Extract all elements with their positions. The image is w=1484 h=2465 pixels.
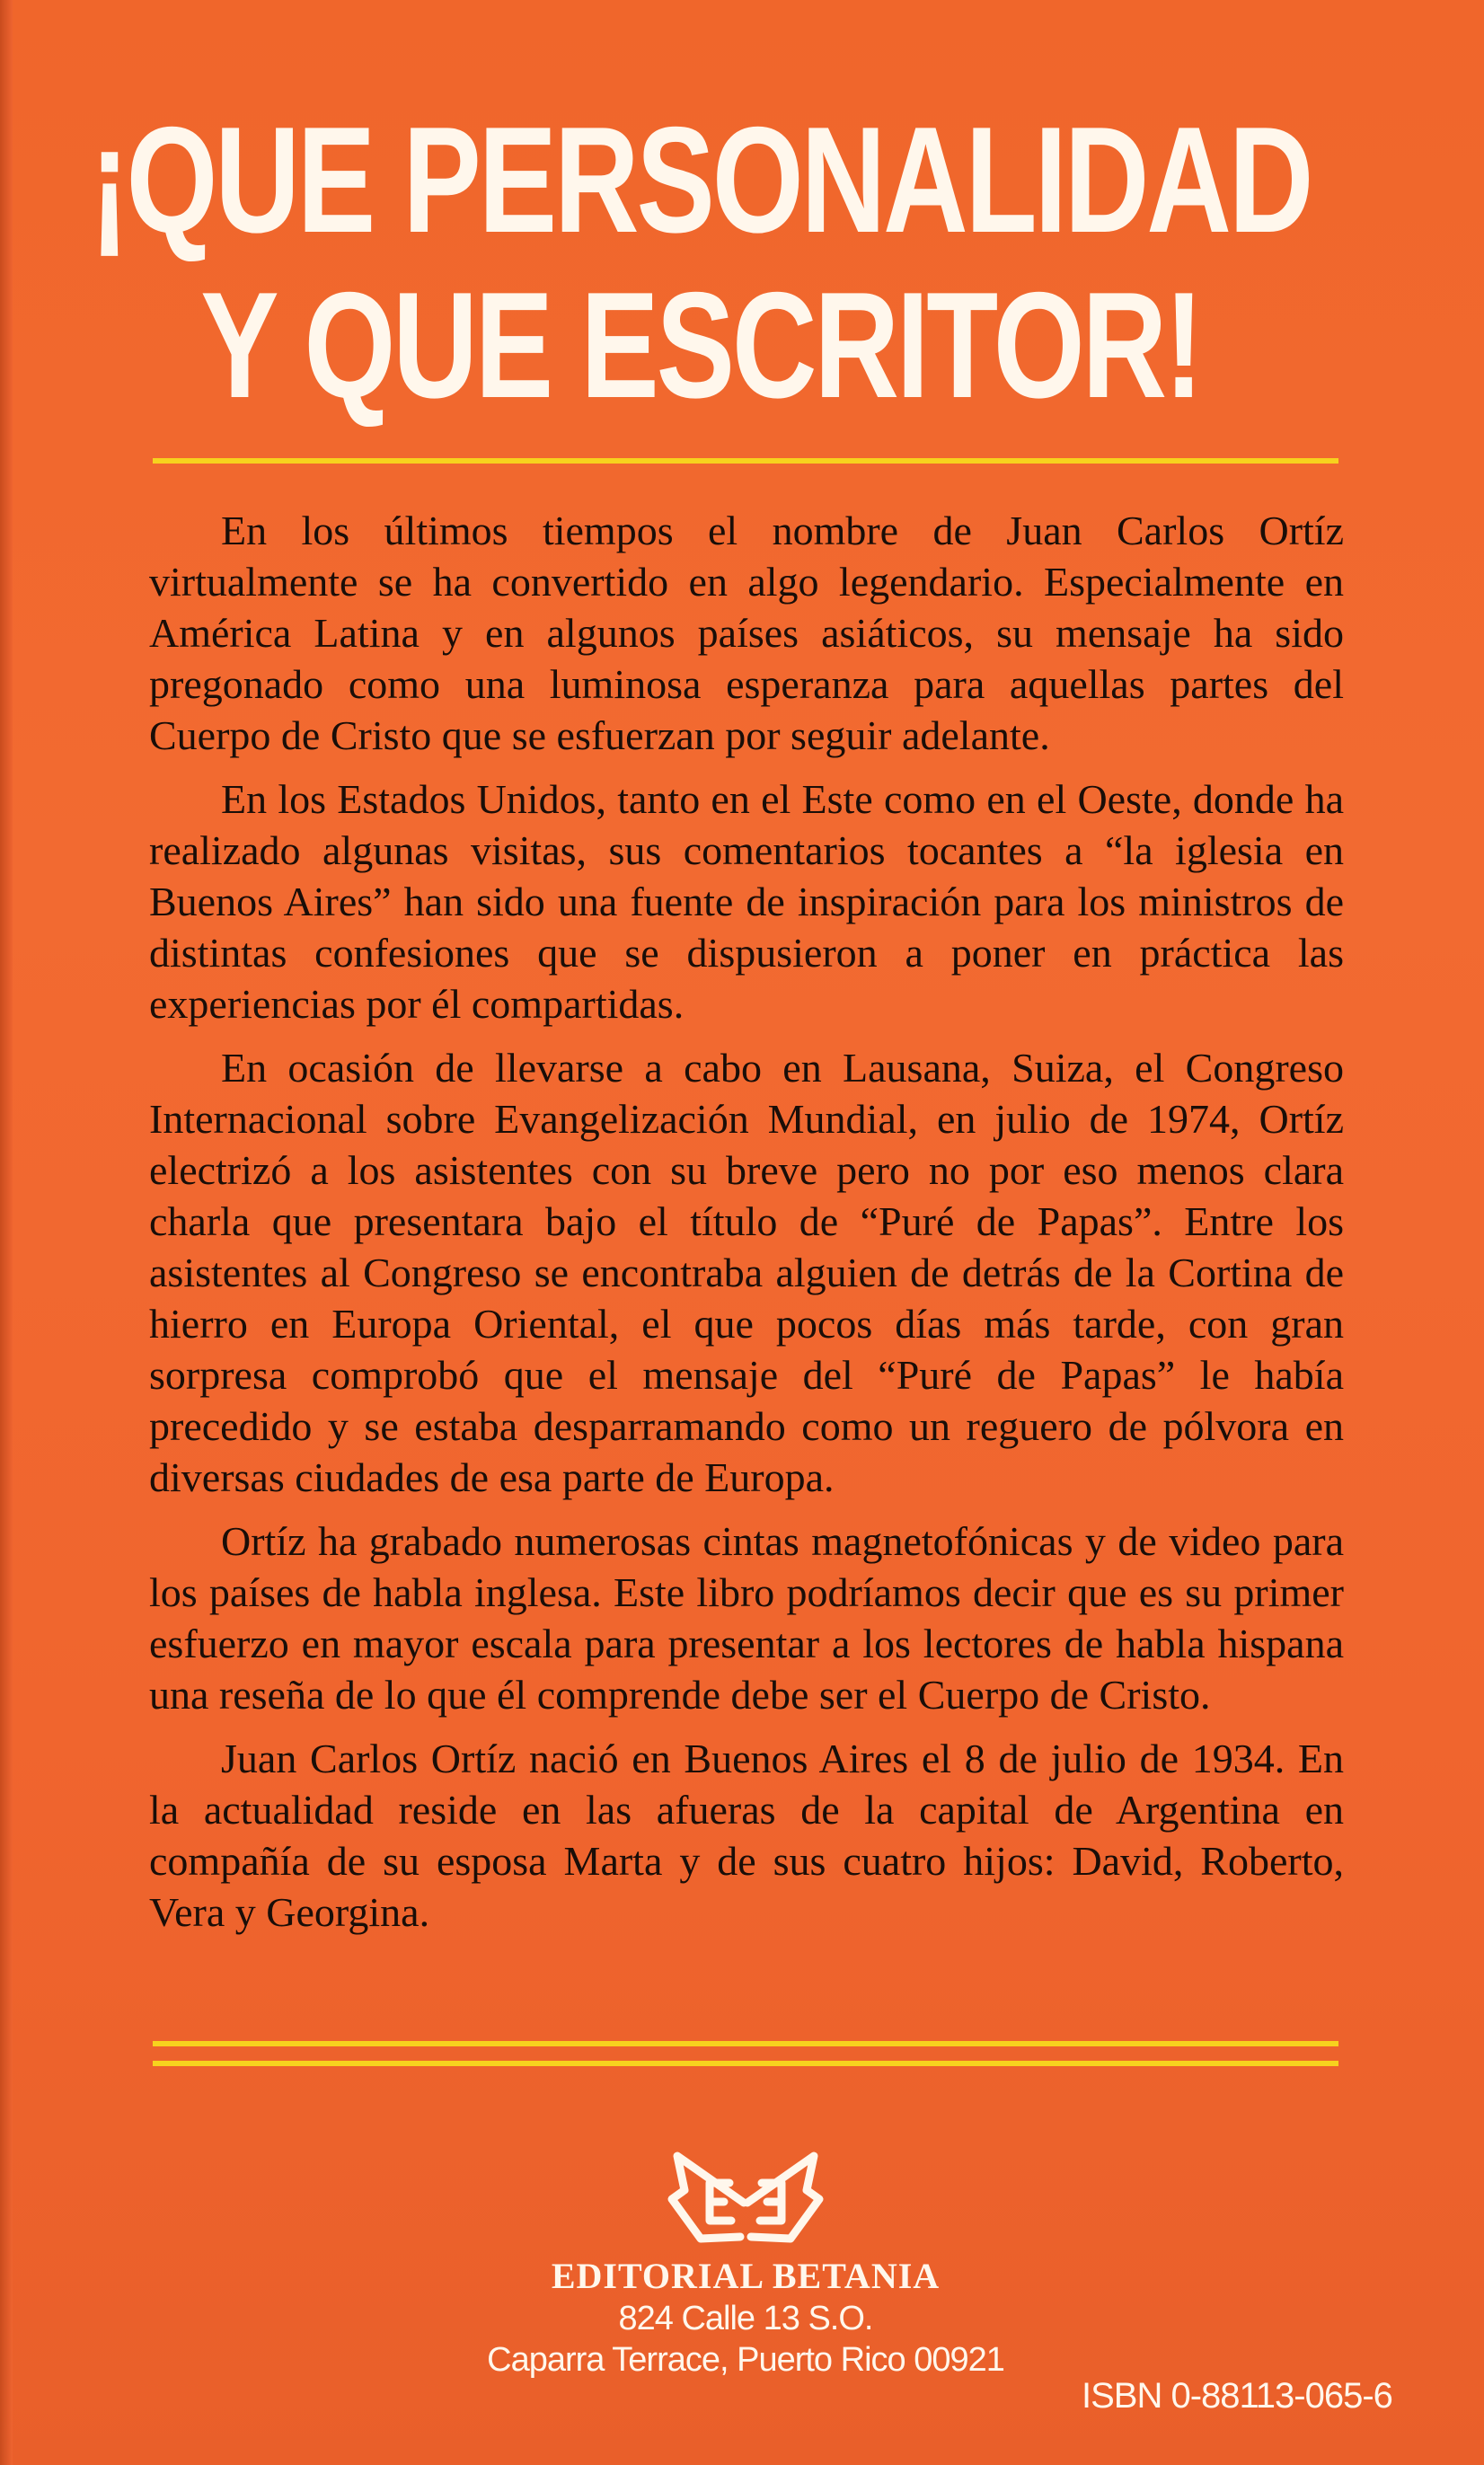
bottom-rule-1: [153, 2041, 1338, 2046]
butterfly-logo-icon: [665, 2147, 826, 2250]
paragraph-2: En los Estados Unidos, tanto en el Este como en el Oeste, donde ha realizado algunas visitas, sus comentarios tocantes a “la iglesia en Buenos Aires” han sido una fuente de inspiración para los ministros de distintas confesiones que se dispusieron a poner en práctica las experiencias por él compartidas.: [149, 776, 1344, 1027]
publisher-block: [467, 2255, 1024, 2381]
publisher-name: EDITORIAL BETANIA: [551, 2256, 941, 2296]
isbn: ISBN 0-88113-065-6: [1082, 2376, 1392, 2416]
paragraph-5: Juan Carlos Ortíz nació en Buenos Aires el 8 de julio de 1934. En la actualidad reside en las afueras de la capital de Argentina en compañía de su esposa Marta y de sus cuatro hijos: David, Roberto, Vera y Georgina.: [149, 1736, 1344, 1935]
paragraph-4: Ortíz ha grabado numerosas cintas magnetofónicas y de video para los países de habla inglesa. Este libro podríamos decir que es su primer esfuerzo en mayor escala para presentar a los lectores de habla hispana una reseña de lo que él comprende debe ser el Cuerpo de Cristo.: [149, 1518, 1344, 1718]
headline: [90, 95, 1312, 429]
page-edge: [0, 0, 13, 2465]
blurb-text: [149, 505, 1344, 1950]
publisher-address-2: Caparra Terrace, Puerto Rico 00921: [487, 2341, 1004, 2379]
headline-line-2: Y QUE ESCRITOR!: [200, 261, 1201, 429]
publisher-address-1: 824 Calle 13 S.O.: [618, 2300, 873, 2337]
top-rule: [153, 458, 1338, 464]
bottom-rule-2: [153, 2061, 1338, 2066]
paragraph-1: En los últimos tiempos el nombre de Juan Carlos Ortíz virtualmente se ha convertido en algo legendario. Especialmente en América Latina y en algunos países asiáticos, su mensaje ha sido pregonado como una luminosa esperanza para aquellas partes del Cuerpo de Cristo que se esfuerzan por seguir adelante.: [149, 508, 1344, 758]
headline-line-1: ¡QUE PERSONALIDAD: [90, 95, 1312, 264]
paragraph-3: En ocasión de llevarse a cabo en Lausana, Suiza, el Congreso Internacional sobre Evangelización Mundial, en julio de 1974, Ortíz electrizó a los asistentes con su breve pero no por eso menos clara charla que presentara bajo el título de “Puré de Papas”. Entre los asistentes al Congreso se encontraba alguien de detrás de la Cortina de hierro en Europa Oriental, el que pocos días más tarde, con gran sorpresa comprobó que el mensaje del “Puré de Papas” le había precedido y se estaba desparramando como un reguero de pólvora en diversas ciudades de esa parte de Europa.: [149, 1045, 1344, 1500]
